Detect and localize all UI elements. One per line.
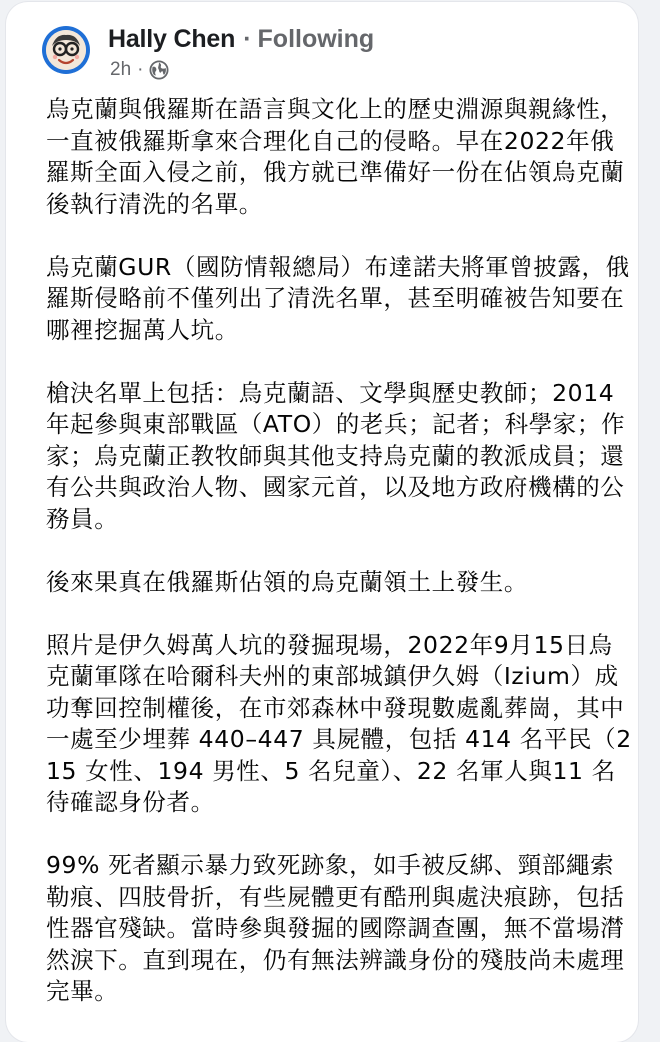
post-paragraph: 烏克蘭GUR（國防情報總局）布達諾夫將軍曾披露，俄羅斯侵略前不僅列出了清洗名單，甚至明確被告知要在哪裡挖掘萬人坑。: [46, 252, 630, 344]
avatar[interactable]: [42, 26, 90, 74]
author-name[interactable]: Hally Chen: [108, 24, 236, 53]
post-card: [6, 2, 638, 1042]
following-button[interactable]: Following: [257, 24, 375, 53]
post-body: [46, 94, 632, 1039]
post-paragraph: 烏克蘭與俄羅斯在語言與文化上的歷史淵源與親緣性，一直被俄羅斯拿來合理化自己的侵略。早在2022年俄羅斯全面入侵之前，俄方就已準備好一份在佔領烏克蘭後執行清洗的名單。: [46, 95, 625, 218]
avatar-cartoon-icon: [46, 30, 86, 70]
avatar-image: [46, 30, 86, 70]
name-separator: ·: [243, 24, 252, 53]
post-paragraph: 後來果真在俄羅斯佔領的烏克蘭領土上發生。: [46, 567, 528, 596]
post-paragraph: 槍決名單上包括：烏克蘭語、文學與歷史教師；2014年起參與東部戰區（ATO）的老兵；記者；科學家；作家；烏克蘭正教牧師與其他支持烏克蘭的教派成員；還有公共與政治人物、國家元首，以及地方政府機構的公務員。: [46, 378, 626, 533]
post-header: [6, 2, 638, 92]
meta-separator: ·: [137, 59, 144, 80]
post-timestamp[interactable]: 2h: [110, 59, 132, 80]
author-line: [108, 22, 374, 56]
globe-icon[interactable]: [149, 60, 169, 80]
post-paragraph: 照片是伊久姆萬人坑的發掘現場，2022年9月15日烏克蘭軍隊在哈爾科夫州的東部城鎮伊久姆（Izium）成功奪回控制權後，在市郊森林中發現數處亂葬崗，其中一處至少埋葬 440–447 具屍體，包括 414 名平民（215 女性、194 男性、5 名兒童）、22 名軍人與11 名待確認身份者。: [46, 630, 632, 816]
post-meta: [110, 58, 169, 82]
post-paragraph: 99% 死者顯示暴力致死跡象，如手被反綁、頸部繩索勒痕、四肢骨折，有些屍體更有酷刑與處決痕跡，包括性器官殘缺。當時參與發掘的國際調查團，無不當場潸然淚下。直到現在，仍有無法辨識身份的殘肢尚未處理完畢。: [46, 851, 625, 1005]
